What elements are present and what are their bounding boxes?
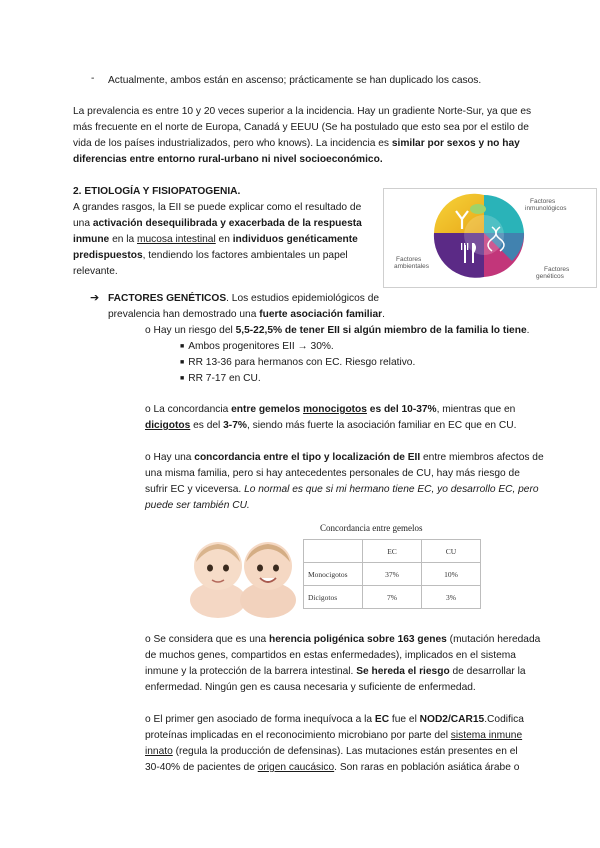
etiologia-line: relevante.	[73, 266, 118, 277]
concordancia-line: o La concordancia entre gemelos monocigotos es del 10-37%, mientras que en	[145, 404, 516, 415]
concordancia-table	[303, 539, 481, 609]
tipo-line: una misma familia, pero si hay antecedentes personales de CU, hay más riesgo de	[145, 468, 520, 479]
riesgo-line: o Hay un riesgo del 5,5-22,5% de tener EII si algún miembro de la familia lo tiene.	[145, 325, 530, 336]
etiologia-line: una activación desequilibrada y exacerbada de la respuesta	[73, 218, 362, 229]
bacteria-icon	[470, 204, 486, 214]
tipo-line: puede ser también CU.	[145, 500, 250, 511]
label-geneticos: Factores genéticos	[536, 266, 570, 280]
table-title: Concordancia entre gemelos	[320, 523, 423, 533]
table-header-row	[304, 540, 481, 563]
tipo-line: o Hay una concordancia entre el tipo y localización de EII entre miembros afectos de	[145, 452, 544, 463]
prevalencia-line: vida de los países industrializados, pero who knows). La incidencia es similar por sexos y no hay	[73, 138, 520, 149]
table-header-ec: EC	[363, 540, 422, 563]
tipo-line: sufrir EC y viceversa. Lo normal es que si mi hermano tiene EC, yo desarrollo EC, pero	[145, 484, 539, 495]
table-cell: 10%	[422, 563, 481, 586]
table-cell	[304, 540, 363, 563]
prevalencia-line: La prevalencia es entre 10 y 20 veces superior a la incidencia. Hay un gradiente Norte-Sur, ya que es	[73, 106, 532, 117]
dash-bullet: -	[91, 73, 95, 84]
table-cell: 7%	[363, 586, 422, 609]
poligenica-line: inmune y la protección de la barrera intestinal. Se hereda el riesgo de desarrollar la	[145, 666, 526, 677]
poligenica-line: de muchos genes, compartidos en estas enfermedades), implicados en el sistema	[145, 650, 516, 661]
table-cell: 37%	[363, 563, 422, 586]
factores-figure	[383, 188, 597, 288]
sub-bullet: ■ Ambos progenitores EII → 30%.	[180, 341, 334, 352]
prevalencia-line: más frecuente en el norte de Europa, Canadá y EEUU (Se ha postulado que esto sea por el estilo de	[73, 122, 529, 133]
nod2-line: innato (regula la producción de defensinas). Las mutaciones están presentes en el	[145, 746, 518, 757]
table-cell: 3%	[422, 586, 481, 609]
prevalencia-line: diferencias entre entorno rural-urbano ni nivel socioeconómico.	[73, 154, 383, 165]
concordancia-line: dicigotos es del 3-7%, siendo más fuerte la asociación familiar en EC que en CU.	[145, 420, 517, 431]
etiologia-line: inmune en la mucosa intestinal en individuos genéticamente	[73, 234, 358, 245]
table-cell: Monocigotos	[304, 563, 363, 586]
nod2-line: o El primer gen asociado de forma inequívoca a la EC fue el NOD2/CAR15.Codifica	[145, 714, 524, 725]
label-inmuno: Factores inmunológicos	[525, 198, 567, 212]
table-cell: Dicigotos	[304, 586, 363, 609]
table-row	[304, 586, 481, 609]
sub-bullet: ■ RR 7-17 en CU.	[180, 373, 261, 384]
nod2-line: 30-40% de pacientes de origen caucásico. Son raras en población asiática árabe o	[145, 762, 520, 773]
table-header-cu: CU	[422, 540, 481, 563]
sub-bullet: ■ RR 13-36 para hermanos con EC. Riesgo relativo.	[180, 357, 416, 368]
ascenso-text: Actualmente, ambos están en ascenso; prácticamente se han duplicado los casos.	[108, 75, 482, 86]
poligenica-line: o Se considera que es una herencia poligénica sobre 163 genes (mutación heredada	[145, 634, 541, 645]
twins-image	[186, 528, 298, 618]
geneticos-line: prevalencia han demostrado una fuerte asociación familiar.	[108, 309, 385, 320]
factores-diagram	[384, 189, 596, 287]
etiologia-line: A grandes rasgos, la EII se puede explicar como el resultado de	[73, 202, 362, 213]
arrow-icon: ➔	[90, 292, 100, 304]
nod2-line: proteínas implicadas en el reconocimiento microbiano por parte del sistema inmune	[145, 730, 523, 741]
geneticos-line: FACTORES GENÉTICOS. Los estudios epidemiológicos de	[108, 293, 380, 304]
section-heading: 2. ETIOLOGÍA Y FISIOPATOGENIA.	[73, 186, 241, 197]
etiologia-line: predispuestos, tendiendo los factores ambientales un papel	[73, 250, 348, 261]
label-ambientales: Factores ambientales	[394, 256, 430, 270]
poligenica-line: enfermedad. Ningún gen es causa necesaria y suficiente de enfermedad.	[145, 682, 476, 693]
table-row	[304, 563, 481, 586]
